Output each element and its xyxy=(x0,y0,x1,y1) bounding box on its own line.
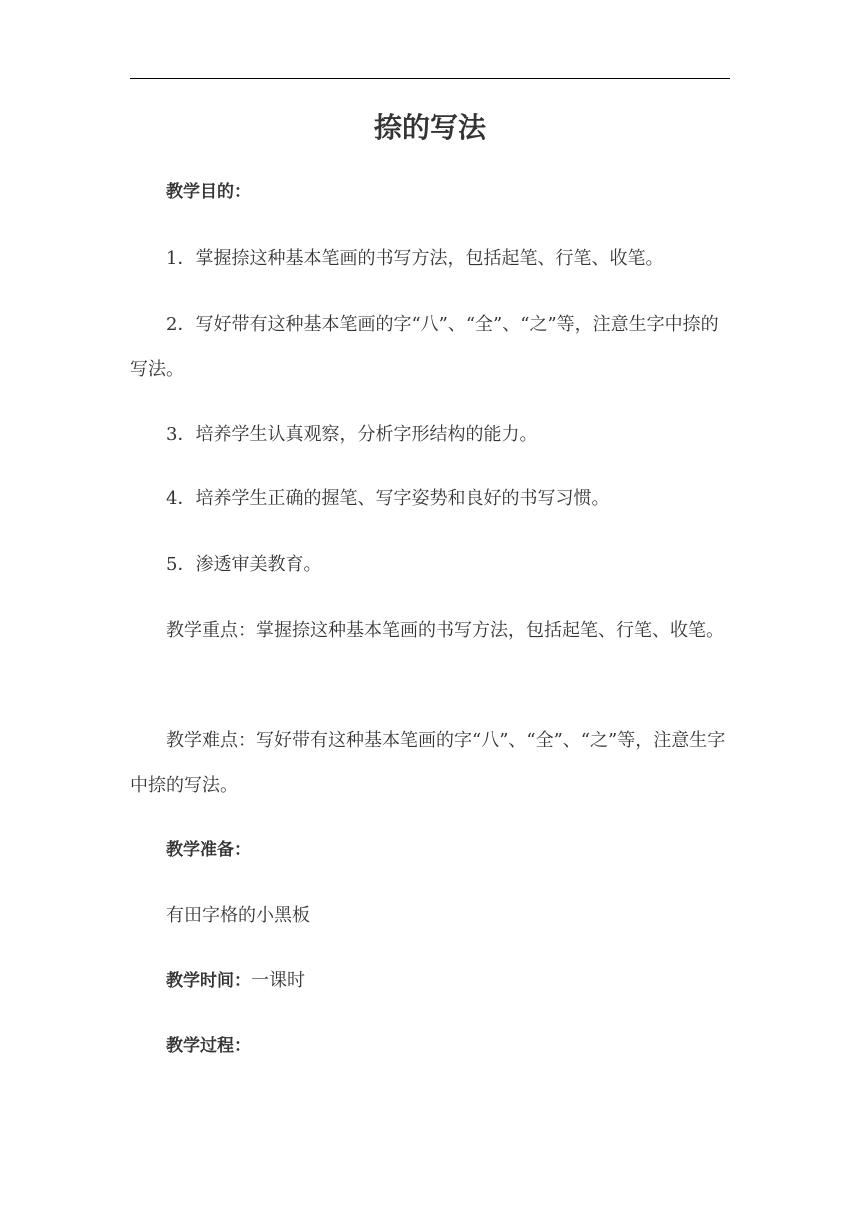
objective-item-3: 3．培养学生认真观察，分析字形结构的能力。 xyxy=(166,424,538,445)
difficulty-paragraph: 教学难点：写好带有这种基本笔画的字“八”、“全”、“之”等，注意生字中捺的写法。 xyxy=(130,730,726,796)
time-label: 教学时间： xyxy=(166,971,251,991)
document-title: 捺的写法 xyxy=(373,111,486,144)
objective-item-5: 5．渗透审美教育。 xyxy=(166,554,322,575)
time-line xyxy=(130,958,730,1004)
objective-item-1: 1．掌握捺这种基本笔画的书写方法，包括起笔、行笔、收笔。 xyxy=(166,248,664,269)
key-point-paragraph: 教学重点：掌握捺这种基本笔画的书写方法，包括起笔、行笔、收笔。 xyxy=(166,620,724,641)
objective-item-4: 4．培养学生正确的握笔、写字姿势和良好的书写习惯。 xyxy=(166,488,610,509)
objectives-heading: 教学目的： xyxy=(166,182,251,202)
header-rule xyxy=(130,78,730,79)
preparation-text: 有田字格的小黑板 xyxy=(166,905,310,926)
preparation-heading: 教学准备： xyxy=(166,840,251,860)
time-value: 一课时 xyxy=(251,970,305,991)
objective-item-2: 2．写好带有这种基本笔画的字“八”、“全”、“之”等，注意生字中捺的写法。 xyxy=(130,314,719,380)
process-heading: 教学过程： xyxy=(166,1036,251,1056)
